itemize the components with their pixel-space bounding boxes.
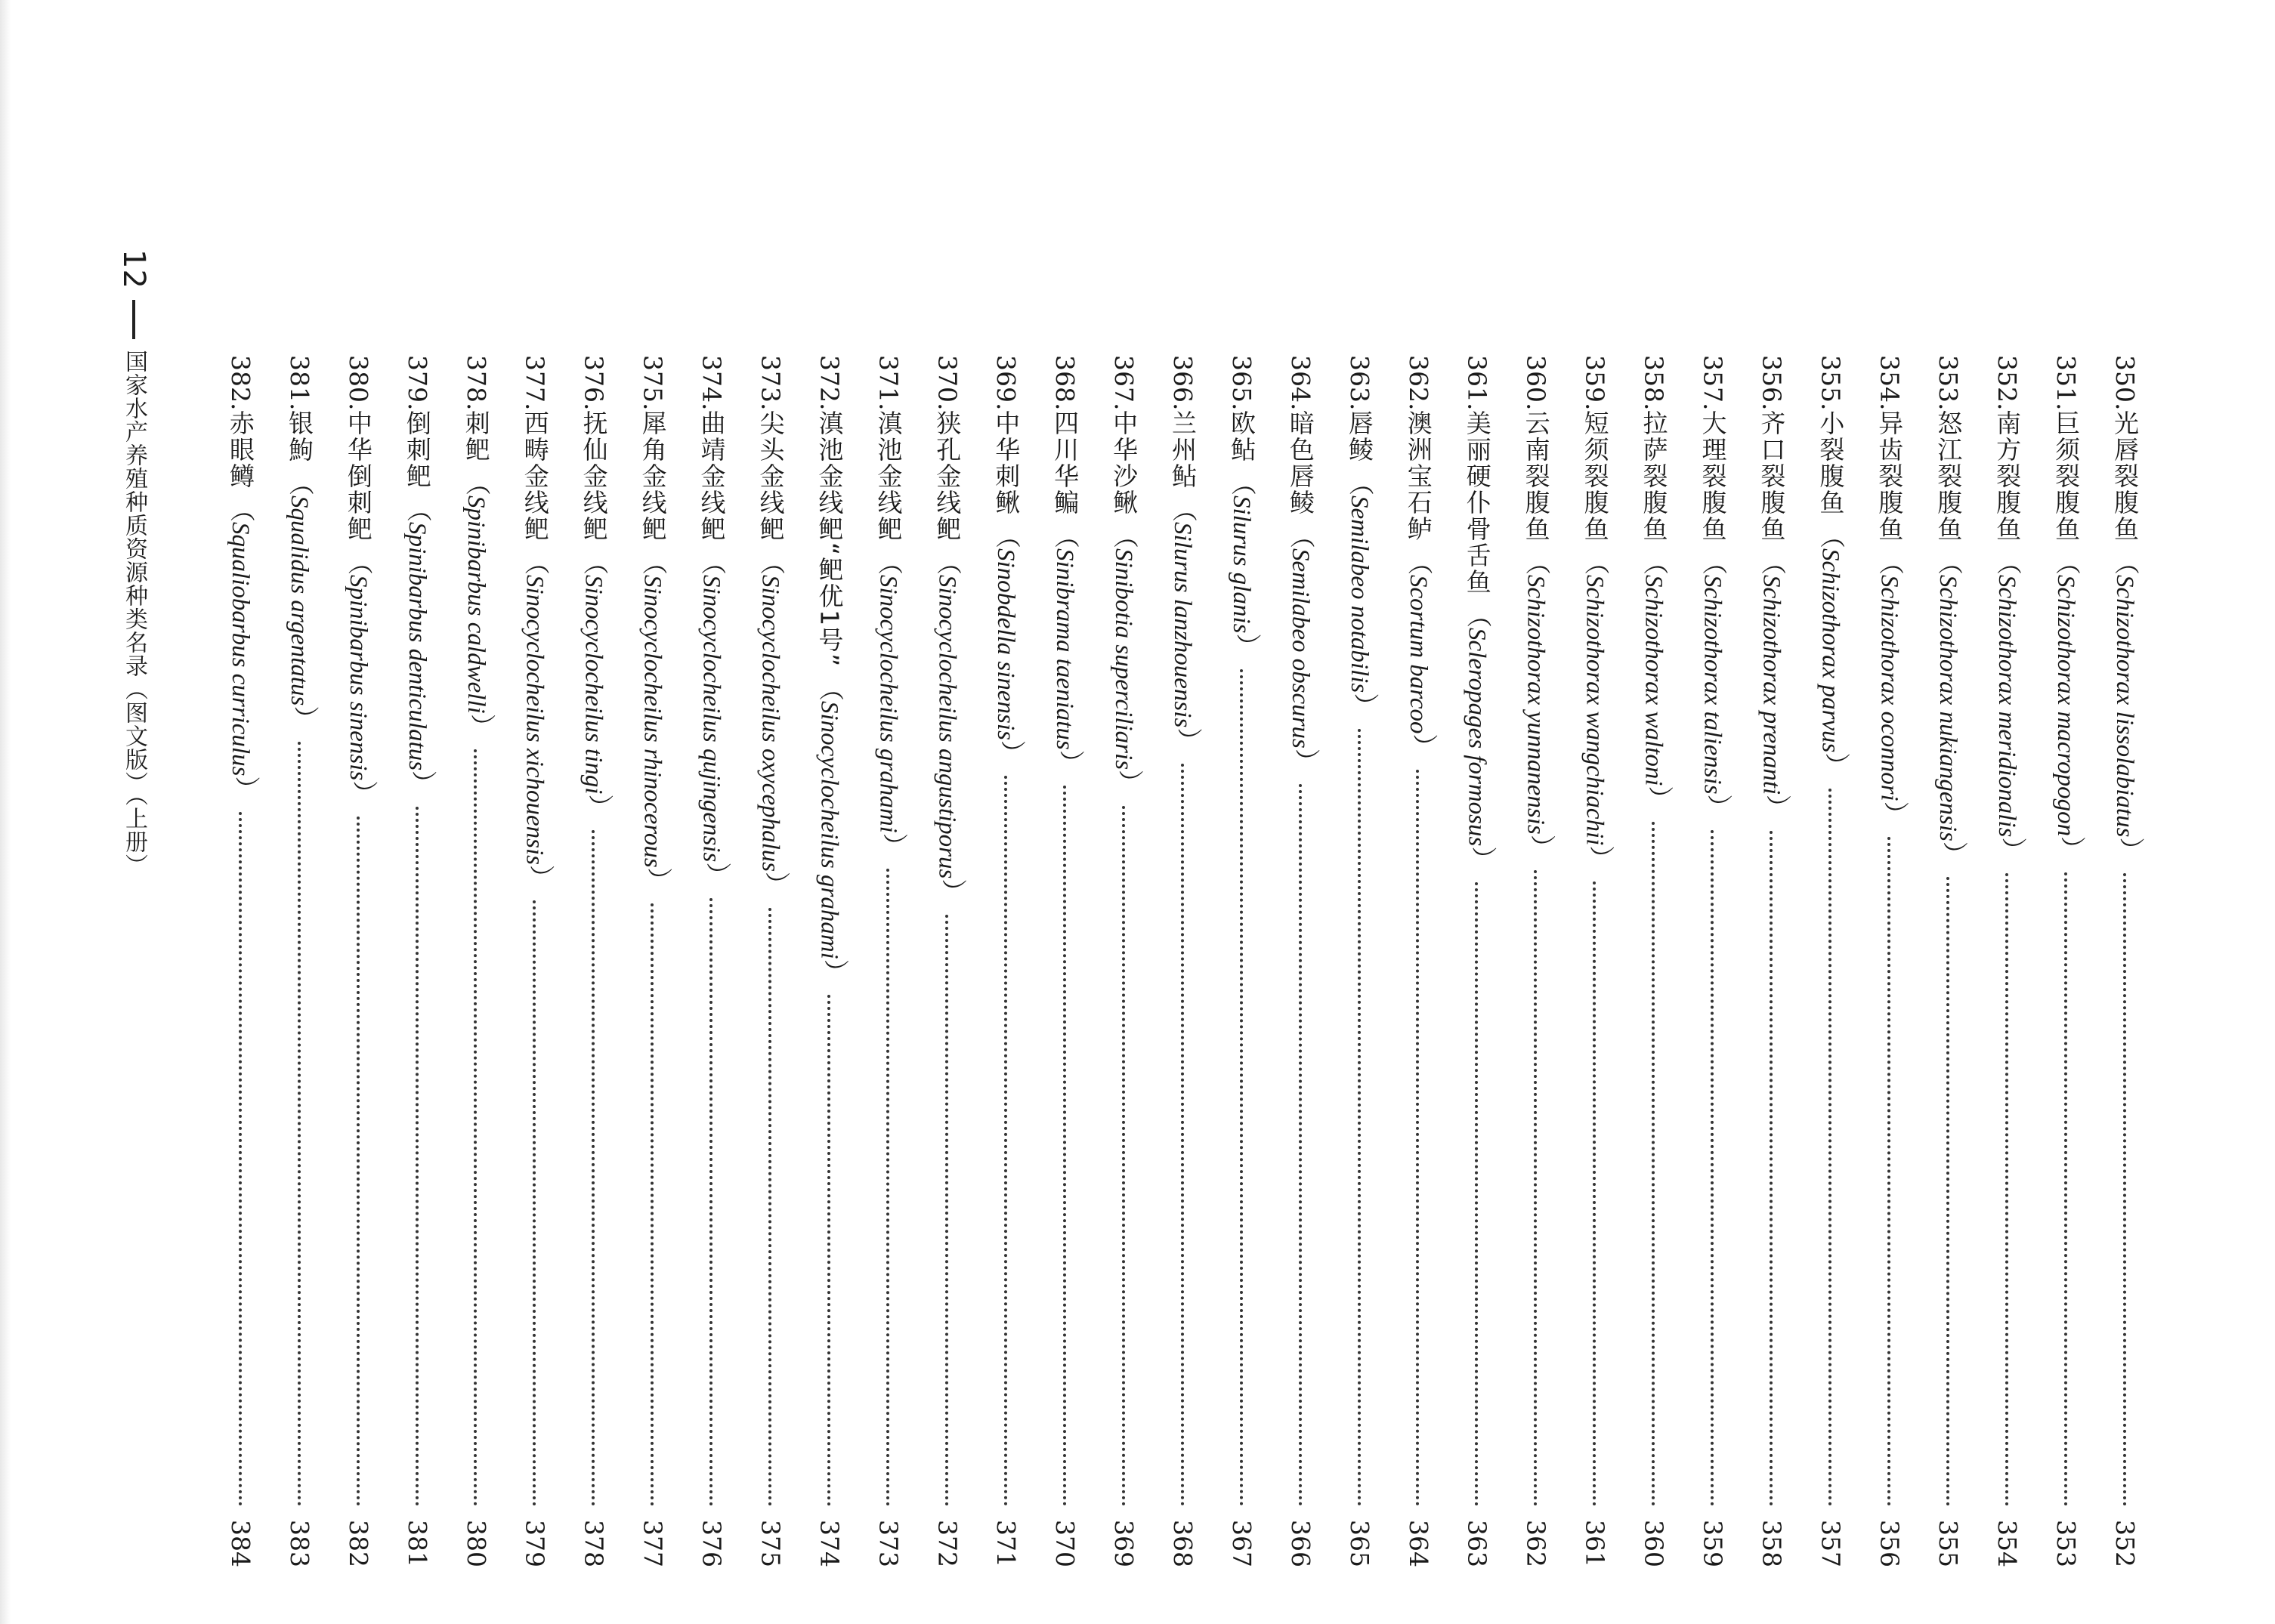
dot-leader [1004, 776, 1007, 1506]
page-reference: 365 [1344, 1520, 1374, 1567]
dot-leader [416, 807, 419, 1506]
dot-leader [1358, 729, 1361, 1506]
chinese-name: 四川华鳊 [1050, 410, 1080, 517]
dot-leader [533, 900, 536, 1506]
chinese-name: 曲靖金线鲃 [697, 410, 727, 543]
dot-leader [474, 749, 477, 1506]
chinese-name: 银鮈 [284, 410, 314, 464]
dot-leader [1063, 786, 1066, 1506]
scientific-name: （Schizothorax parvus） [1816, 523, 1844, 778]
chinese-name: 云南裂腹鱼 [1521, 410, 1551, 543]
page-reference: 363 [1462, 1520, 1492, 1567]
page-reference: 357 [1816, 1520, 1846, 1567]
scientific-name: （Semilabeo notabilis） [1345, 471, 1373, 718]
entry-number: 366. [1168, 355, 1198, 411]
chinese-name: 欧鲇 [1226, 410, 1257, 464]
scientific-name: （Schizothorax oconnori） [1875, 550, 1903, 827]
scientific-name: （Scortum barcoo） [1404, 550, 1432, 759]
toc-entry [991, 355, 1022, 1567]
scientific-name: （Sinocyclocheilus grahami） [874, 550, 902, 859]
scientific-name: （Schizothorax prenanti） [1757, 550, 1785, 820]
chinese-name: 西畴金线鲃 [520, 410, 550, 543]
toc-entry [814, 355, 845, 1567]
toc-entry [403, 355, 430, 1567]
page-reference: 373 [873, 1520, 904, 1567]
chinese-name: 拉萨裂腹鱼 [1639, 410, 1669, 543]
scientific-name: （Schizothorax nukiangensis） [1934, 550, 1962, 867]
entry-number: 363. [1344, 355, 1374, 411]
chinese-name: 大理裂腹鱼 [1698, 410, 1728, 543]
page-reference: 353 [2051, 1520, 2082, 1567]
dot-leader [1534, 870, 1537, 1506]
scientific-name: （Schizothorax yunnanensis） [1522, 550, 1550, 860]
chinese-name: 中华沙鳅 [1109, 410, 1139, 517]
chinese-name: 短须裂腹鱼 [1580, 410, 1610, 543]
chinese-name: 澳洲宝石鲈 [1403, 410, 1433, 543]
toc-entry [1992, 355, 2023, 1567]
toc-entry [1226, 355, 1257, 1567]
entry-number: 357. [1698, 355, 1728, 411]
entry-number: 358. [1639, 355, 1669, 411]
chinese-name: 美丽硬仆骨舌鱼 [1462, 410, 1492, 596]
page-reference: 358 [1757, 1520, 1787, 1567]
chinese-name: 巨须裂腹鱼 [2051, 410, 2082, 543]
entry-number: 360. [1521, 355, 1551, 411]
toc-entry [757, 355, 784, 1567]
entry-number: 381. [284, 355, 314, 411]
chinese-name: 怒江裂腹鱼 [1933, 410, 1964, 543]
page-reference: 364 [1403, 1520, 1433, 1567]
entry-number: 372. [814, 355, 845, 411]
dot-leader [1946, 877, 1949, 1506]
entry-number: 364. [1285, 355, 1315, 411]
chinese-name: 异齿裂腹鱼 [1875, 410, 1905, 543]
scientific-name: （Sinocyclocheilus qujingensis） [697, 550, 725, 888]
entry-number: 359. [1580, 355, 1610, 411]
running-header [116, 249, 151, 877]
scientific-name: （Scleropages formosus） [1463, 603, 1491, 872]
toc-entry [2051, 355, 2082, 1567]
dot-leader [357, 817, 360, 1506]
scientific-name: （Schizothorax lissolabiatus） [2111, 550, 2138, 863]
dot-leader [1475, 882, 1478, 1506]
scientific-name: （Schizothorax wangchiachii） [1581, 550, 1609, 871]
chinese-name: 唇鲮 [1344, 410, 1374, 464]
scientific-name: （Silurus lanzhouensis） [1169, 497, 1196, 753]
dot-leader [1181, 764, 1184, 1506]
page-reference: 360 [1639, 1520, 1669, 1567]
dot-leader [1652, 822, 1655, 1506]
toc-entry [932, 355, 963, 1567]
entry-number: 352. [1992, 355, 2023, 411]
toc-entry [1933, 355, 1964, 1567]
entry-number: 375. [638, 355, 668, 411]
page-reference: 382 [343, 1520, 373, 1567]
toc-entry [1876, 355, 1903, 1567]
chinese-name: 齐口裂腹鱼 [1757, 410, 1787, 543]
scientific-name: （Schizothorax taliensis） [1699, 550, 1726, 820]
toc-entry [1050, 355, 1080, 1567]
dot-leader [1593, 881, 1596, 1506]
dot-leader [945, 915, 948, 1506]
toc-entry [521, 355, 548, 1567]
entry-number: 377. [520, 355, 550, 411]
entry-number: 382. [226, 355, 255, 411]
scientific-name: （Squalidus argentatus） [285, 471, 313, 731]
dot-leader [886, 869, 889, 1506]
entry-number: 355. [1816, 355, 1846, 411]
page-reference: 383 [284, 1520, 314, 1567]
page-reference: 362 [1521, 1520, 1551, 1567]
toc-entry [1522, 355, 1549, 1567]
entry-number: 351. [2051, 355, 2082, 411]
dot-leader [1299, 784, 1302, 1506]
table-of-contents [226, 355, 2140, 1567]
page-reference: 355 [1933, 1520, 1964, 1567]
page-reference: 367 [1226, 1520, 1257, 1567]
chinese-name: 光唇裂腹鱼 [2110, 410, 2140, 543]
toc-entry [2110, 355, 2140, 1567]
toc-entry [1817, 355, 1844, 1567]
page-reference: 352 [2110, 1520, 2140, 1567]
toc-entry [462, 355, 489, 1567]
chinese-name: 暗色唇鲮 [1285, 410, 1315, 517]
scientific-name: （Sinibotia superciliaris） [1110, 523, 1138, 795]
scientific-name: （Spinibarbus sinensis） [344, 550, 372, 806]
entry-number: 370. [932, 355, 963, 411]
header-divider [132, 300, 135, 339]
dot-leader [709, 898, 712, 1506]
toc-entry [1758, 355, 1785, 1567]
chinese-name: 犀角金线鲃 [638, 410, 668, 543]
entry-number: 369. [991, 355, 1022, 411]
page-reference: 368 [1168, 1520, 1198, 1567]
entry-number: 350. [2110, 355, 2140, 411]
entry-number: 373. [756, 355, 786, 411]
toc-entry [639, 355, 666, 1567]
toc-entry [698, 355, 725, 1567]
scientific-name: （Schizothorax waltoni） [1640, 550, 1668, 812]
toc-entry [1287, 355, 1313, 1567]
scientific-name: （Sinocyclocheilus angustiporus） [933, 550, 961, 904]
chinese-name: 刺鲃 [461, 410, 491, 464]
entry-number: 353. [1933, 355, 1964, 411]
toc-entry [873, 355, 904, 1567]
page-reference: 354 [1992, 1520, 2023, 1567]
entry-number: 379. [402, 355, 432, 411]
page-reference: 371 [991, 1520, 1022, 1567]
book-title: 国家水产养殖种质资源种类名录（图文版）（上册） [121, 349, 147, 877]
chinese-name: 抚仙金线鲃 [579, 410, 609, 543]
entry-number: 365. [1226, 355, 1257, 411]
dot-leader [1711, 830, 1714, 1506]
entry-number: 378. [461, 355, 491, 411]
chinese-name: 狭孔金线鲃 [932, 410, 963, 543]
toc-entry [1699, 355, 1726, 1567]
dot-leader [592, 830, 595, 1506]
scientific-name: （Sinobdella sinensis） [992, 523, 1020, 766]
page-reference: 377 [638, 1520, 668, 1567]
entry-number: 380. [343, 355, 373, 411]
entry-number: 361. [1462, 355, 1492, 411]
scientific-name: （Spinibarbus caldwelli） [462, 471, 490, 739]
toc-entry [1346, 355, 1372, 1567]
dot-leader [298, 742, 301, 1506]
page-reference: 359 [1698, 1520, 1728, 1567]
chinese-name: 赤眼鳟 [226, 410, 255, 490]
chinese-name: 倒刺鲃 [402, 410, 432, 490]
chinese-name: 滇池金线鲃 [873, 410, 904, 543]
scientific-name: （Sinocyclocheilus tingi） [580, 550, 607, 820]
dot-leader [239, 812, 242, 1506]
toc-entry [1168, 355, 1198, 1567]
toc-entry [286, 355, 312, 1567]
page-edge-shadow [0, 0, 11, 1624]
dot-leader [827, 995, 830, 1506]
page-reference: 374 [814, 1520, 845, 1567]
scientific-name: （Sinocyclocheilus grahami） [815, 675, 843, 984]
chinese-name: 小裂腹鱼 [1816, 410, 1846, 517]
page-number: 12 [116, 249, 151, 289]
entry-number: 374. [697, 355, 727, 411]
dot-leader [768, 908, 771, 1506]
toc-entry [1640, 355, 1667, 1567]
entry-number: 356. [1757, 355, 1787, 411]
page-reference: 370 [1050, 1520, 1080, 1567]
dot-leader [1240, 669, 1243, 1506]
scientific-name: （Squaliobarbus curriculus） [227, 497, 254, 801]
page-reference: 379 [520, 1520, 550, 1567]
dot-leader [1828, 789, 1831, 1506]
dot-leader [1122, 806, 1125, 1506]
entry-number: 371. [873, 355, 904, 411]
scientific-name: （Spinibarbus denticulatus） [403, 497, 431, 796]
scientific-name: （Sinibrama taeniatus） [1051, 523, 1079, 776]
page-reference: 378 [579, 1520, 609, 1567]
chinese-name: 尖头金线鲃 [756, 410, 786, 543]
scientific-name: （Schizothorax macropogon） [2052, 550, 2080, 862]
page-reference: 381 [402, 1520, 432, 1567]
entry-number: 376. [579, 355, 609, 411]
dot-leader [1416, 770, 1419, 1506]
scientific-name: （Sinocyclocheilus oxycephalus） [756, 550, 784, 897]
entry-number: 362. [1403, 355, 1433, 411]
chinese-name: 兰州鲇 [1168, 410, 1198, 490]
entry-number: 354. [1875, 355, 1905, 411]
scientific-name: （Schizothorax meridionalis） [1993, 550, 2021, 863]
scientific-name: （Sinocyclocheilus xichouensis） [521, 550, 549, 891]
toc-entry [227, 355, 253, 1567]
dot-leader [1887, 837, 1890, 1506]
page-reference: 372 [932, 1520, 963, 1567]
toc-entry [1405, 355, 1431, 1567]
toc-entry [345, 355, 371, 1567]
toc-entry [1464, 355, 1490, 1567]
toc-entry [1109, 355, 1139, 1567]
page-reference: 375 [756, 1520, 786, 1567]
entry-number: 368. [1050, 355, 1080, 411]
page-reference: 376 [697, 1520, 727, 1567]
dot-leader [2064, 872, 2067, 1506]
chinese-name: 中华刺鳅 [991, 410, 1022, 517]
dot-leader [2123, 873, 2126, 1506]
chinese-name: 中华倒刺鲃 [343, 410, 373, 543]
page-reference: 384 [226, 1520, 255, 1567]
scientific-name: （Silurus glanis） [1227, 471, 1255, 659]
chinese-name: 南方裂腹鱼 [1992, 410, 2023, 543]
page-reference: 380 [461, 1520, 491, 1567]
entry-number: 367. [1109, 355, 1139, 411]
scientific-name: （Sinocyclocheilus rhinocerous） [638, 550, 666, 894]
dot-leader [651, 903, 654, 1506]
page-reference: 369 [1109, 1520, 1139, 1567]
chinese-name: 滇池金线鲃“鲃优1号” [814, 410, 845, 668]
dot-leader [2005, 873, 2008, 1506]
dot-leader [1770, 831, 1773, 1506]
page-reference: 366 [1285, 1520, 1315, 1567]
page-reference: 361 [1580, 1520, 1610, 1567]
toc-entry [1581, 355, 1608, 1567]
page-reference: 356 [1875, 1520, 1905, 1567]
scientific-name: （Semilabeo obscurus） [1286, 523, 1314, 774]
toc-entry [580, 355, 607, 1567]
